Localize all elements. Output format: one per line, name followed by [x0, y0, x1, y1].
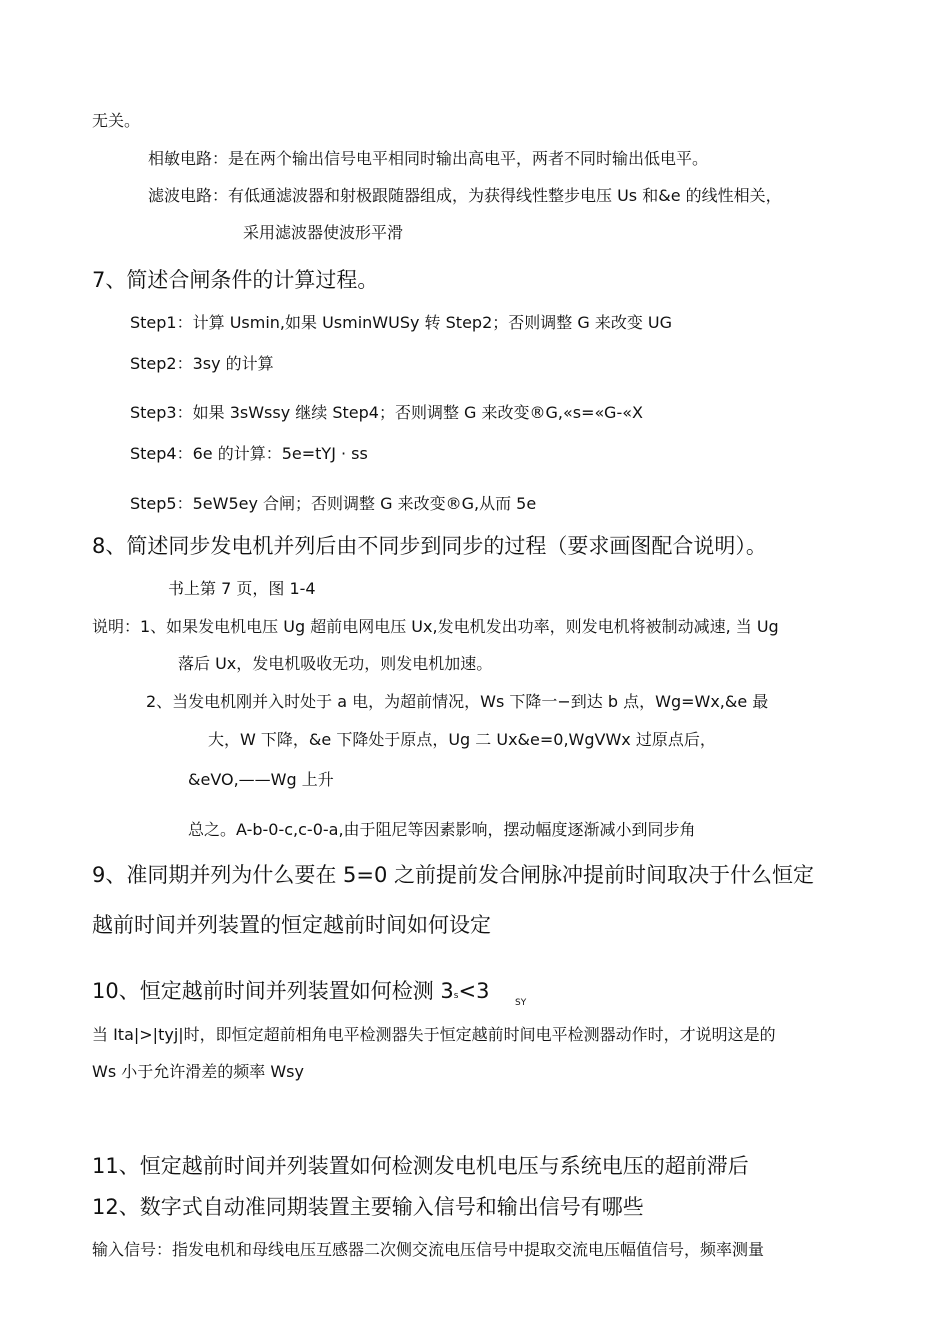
section-heading-10 [92, 975, 489, 1005]
heading-10-lt: <3 [458, 979, 490, 1003]
text-line: 大，W 下降，&e 下降处于原点，Ug 二 Ux&e=0,WgVWx 过原点后， [208, 730, 716, 749]
heading-10-subscript: s [453, 991, 459, 1001]
section-heading-9-cont: 越前时间并列装置的恒定越前时间如何设定 [92, 913, 491, 937]
step-4: Step4：6e 的计算：5e=tYJ · ss [130, 444, 368, 463]
text-line: &eVO,——Wg 上升 [188, 770, 334, 789]
text-line: 说明：1、如果发电机电压 Ug 超前电网电压 Ux,发电机发出功率，则发电机将被制动减速, 当 Ug [92, 617, 779, 636]
text-line: 无关。 [92, 111, 141, 130]
section-heading-11: 11、恒定越前时间并列装置如何检测发电机电压与系统电压的超前滞后 [92, 1154, 749, 1178]
text-line: 输入信号：指发电机和母线电压互感器二次侧交流电压信号中提取交流电压幅值信号，频率测量 [92, 1240, 765, 1259]
section-heading-12: 12、数字式自动准同期装置主要输入信号和输出信号有哪些 [92, 1195, 644, 1219]
step-5: Step5：5eW5ey 合闸；否则调整 G 来改变®G,从而 5e [130, 494, 537, 513]
step-1: Step1：计算 Usmin,如果 UsminWUSy 转 Step2；否则调整 G 来改变 UG [130, 313, 673, 332]
heading-10-main: 10、恒定越前时间并列装置如何检测 3 [92, 979, 454, 1003]
text-line: 采用滤波器使波形平滑 [243, 223, 404, 242]
text-line: 2、当发电机刚并入时处于 a 电，为超前情况，Ws 下降一−到达 b 点，Wg=Wx,&e 最 [146, 692, 769, 711]
text-line: 相敏电路：是在两个输出信号电平相同时输出高电平，两者不同时输出低电平。 [148, 149, 709, 168]
section-heading-8: 8、简述同步发电机并列后由不同步到同步的过程（要求画图配合说明）。 [92, 534, 767, 558]
text-line: 落后 Ux，发电机吸收无功，则发电机加速。 [178, 654, 493, 673]
heading-10-superscript: SY [515, 998, 527, 1008]
step-3: Step3：如果 3sWssy 继续 Step4；否则调整 G 来改变®G,«s=«G-«X [130, 403, 643, 422]
section-heading-7: 7、简述合闸条件的计算过程。 [92, 268, 379, 292]
text-line: 滤波电路：有低通滤波器和射极跟随器组成，为获得线性整步电压 Us 和&e 的线性相关， [148, 186, 782, 205]
text-line: 当 Ita|>|tyj|时，即恒定超前相角电平检测器失于恒定越前时间电平检测器动作时，才说明这是的 [92, 1025, 776, 1044]
text-line: 书上第 7 页，图 1-4 [168, 579, 316, 598]
text-line: 总之。A-b-0-c,c-0-a,由于阻尼等因素影响，摆动幅度逐渐减小到同步角 [188, 820, 696, 839]
text-line: Ws 小于允许滑差的频率 Wsy [92, 1062, 304, 1081]
section-heading-9: 9、准同期并列为什么要在 5=0 之前提前发合闸脉冲提前时间取决于什么恒定 [92, 863, 815, 887]
step-2: Step2：3sy 的计算 [130, 354, 274, 373]
